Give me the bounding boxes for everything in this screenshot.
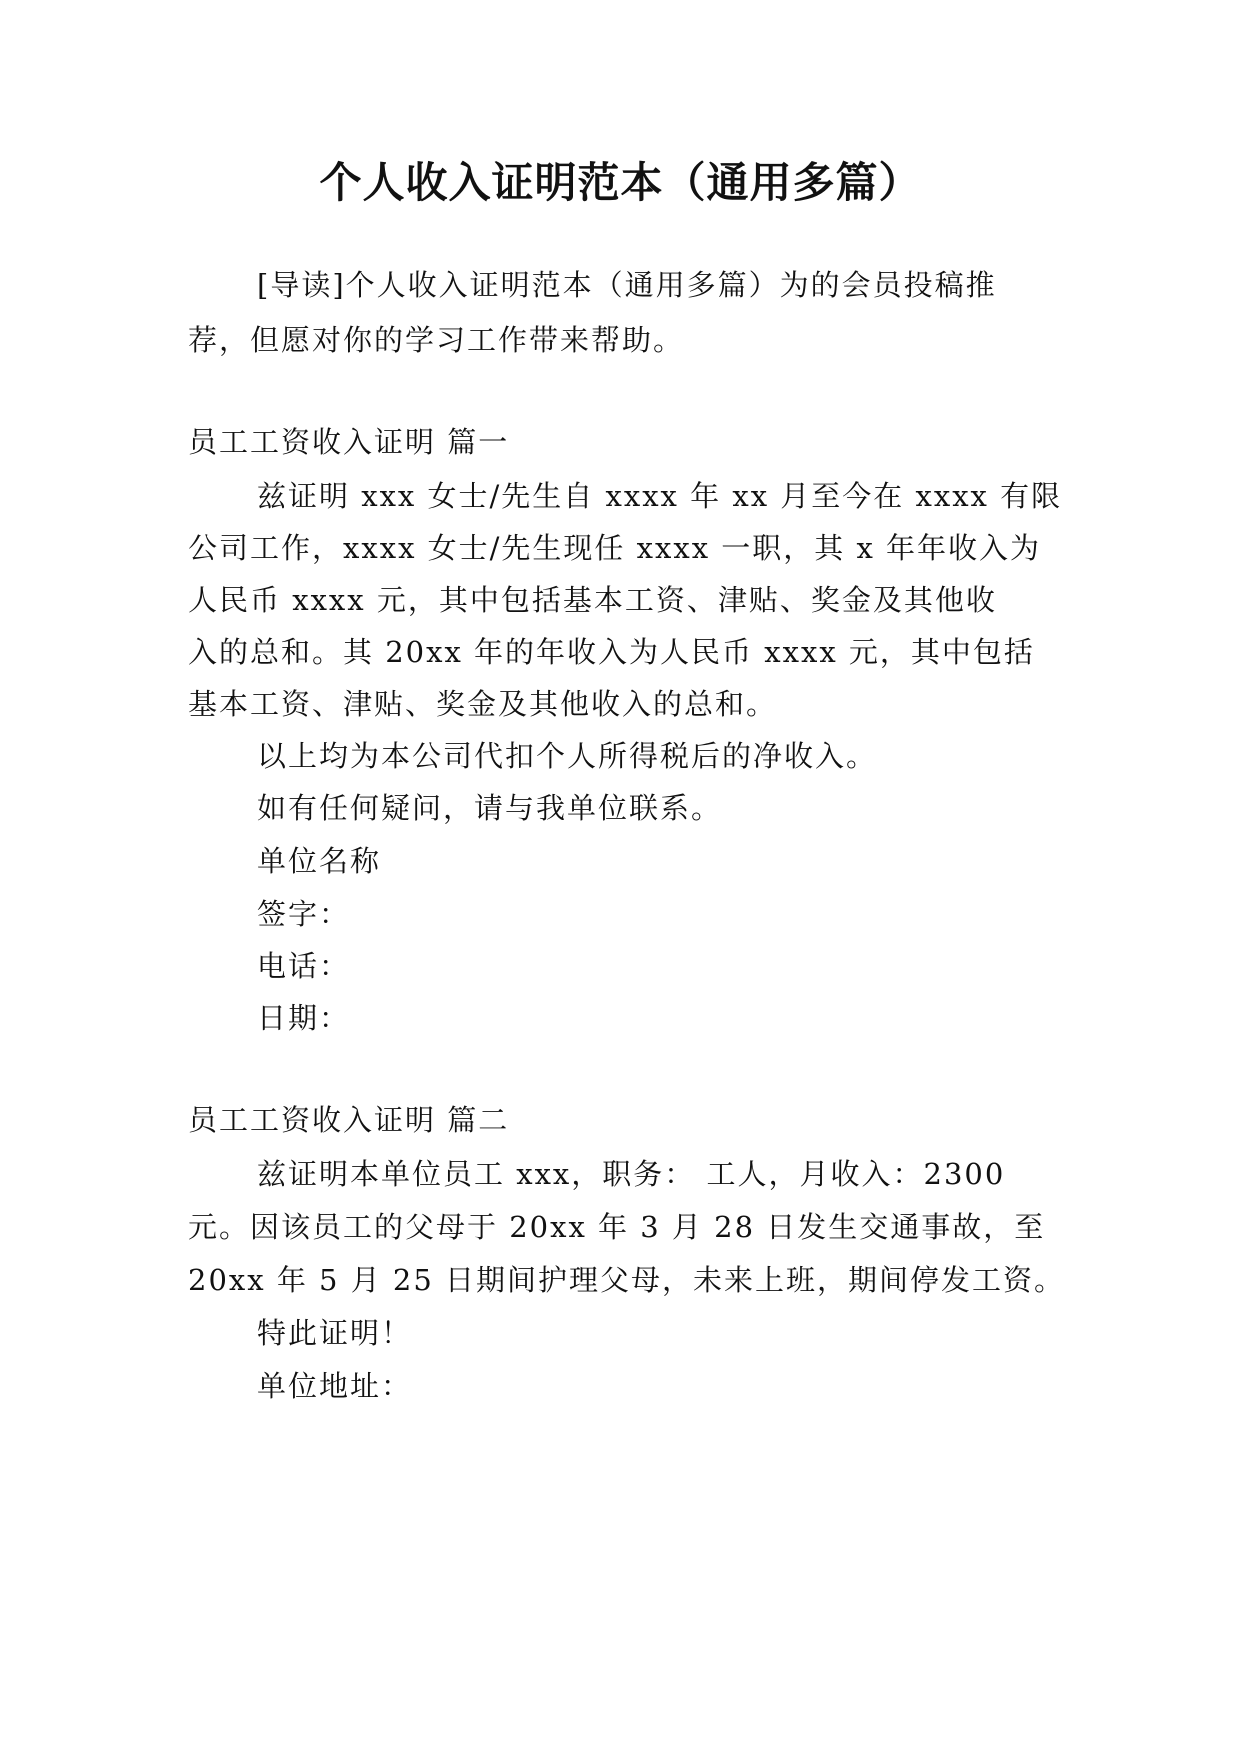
section1-heading: 员工工资收入证明 篇一	[188, 425, 510, 459]
section1-note-1: 以上均为本公司代扣个人所得税后的净收入。	[257, 739, 878, 773]
section2-body-line: 兹证明本单位员工 xxx，职务： 工人，月收入：2300	[257, 1157, 1006, 1191]
date-label: 日期：	[257, 1001, 351, 1035]
section2-heading: 员工工资收入证明 篇二	[188, 1103, 510, 1137]
section2-body-line: 20xx 年 5 月 25 日期间护理父母，未来上班，期间停发工资。	[188, 1263, 1066, 1297]
intro-line-2: 荐，但愿对你的学习工作带来帮助。	[188, 323, 685, 357]
section1-body-line: 兹证明 xxx 女士/先生自 xxxx 年 xx 月至今在 xxxx 有限	[257, 479, 1063, 513]
document-title: 个人收入证明范本（通用多篇）	[319, 158, 922, 207]
section1-note-2: 如有任何疑问，请与我单位联系。	[257, 791, 723, 825]
section1-body-line: 公司工作，xxxx 女士/先生现任 xxxx 一职，其 x 年年收入为	[188, 531, 1042, 565]
section1-body-line: 人民币 xxxx 元，其中包括基本工资、津贴、奖金及其他收	[188, 583, 997, 617]
section2-body-line: 元。因该员工的父母于 20xx 年 3 月 28 日发生交通事故，至	[188, 1210, 1046, 1244]
unit-address-label: 单位地址：	[257, 1369, 413, 1403]
section1-body-line: 基本工资、津贴、奖金及其他收入的总和。	[188, 687, 778, 721]
unit-name-label: 单位名称	[257, 844, 382, 878]
intro-line-1: [导读]个人收入证明范本（通用多篇）为的会员投稿推	[257, 268, 997, 302]
signature-label: 签字：	[257, 897, 351, 931]
section1-body-line: 入的总和。其 20xx 年的年收入为人民币 xxxx 元，其中包括	[188, 635, 1035, 669]
phone-label: 电话：	[257, 949, 351, 983]
certify-text: 特此证明！	[257, 1316, 413, 1350]
